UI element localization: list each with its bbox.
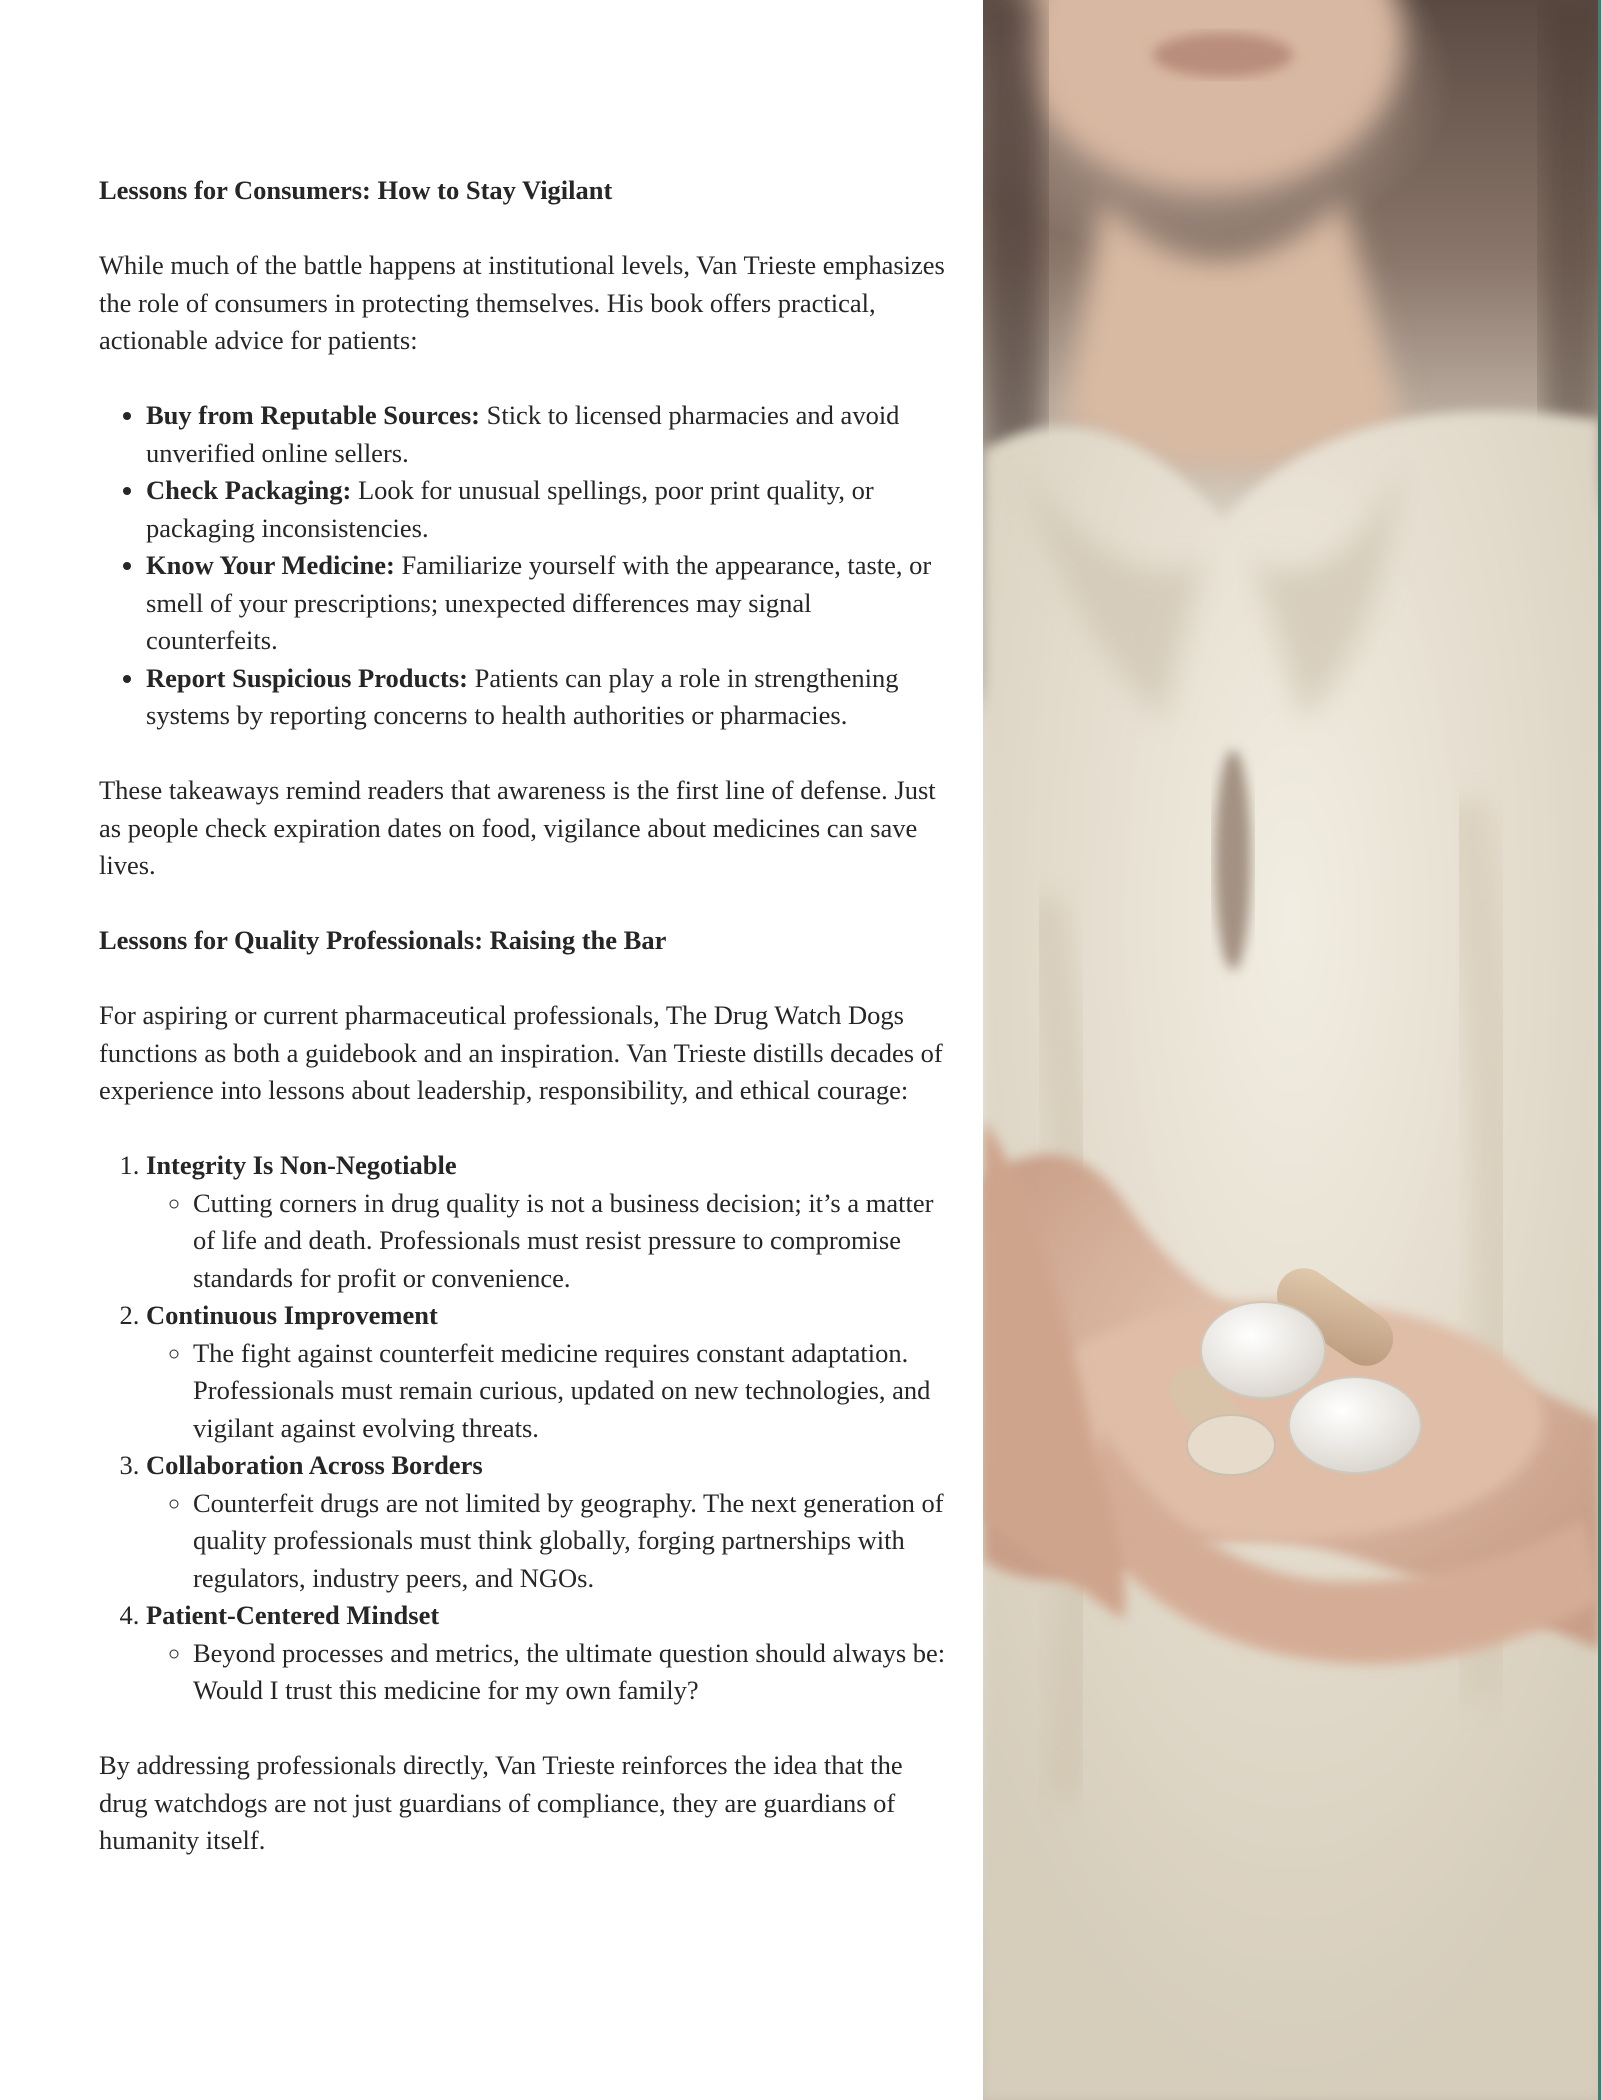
tablet-pill — [1201, 1302, 1325, 1398]
tip-text: Familiarize yourself with the appearance, taste, or smell of your prescriptions; unexpected differences may signal counterfeits. — [146, 550, 932, 655]
tablet-pill — [1187, 1415, 1275, 1475]
list-item — [146, 1597, 949, 1710]
lesson-detail: ◦ The fight against counterfeit medicine requires constant adaptation. Professionals must remain curious, updated on new technologies, and vigilant against evolving threats. — [193, 1335, 949, 1448]
tip-text: Stick to licensed pharmacies and avoid unverified online sellers. — [146, 400, 900, 468]
tip-lead: Know Your Medicine: — [146, 550, 395, 580]
lesson-detail: ◦ Beyond processes and metrics, the ultimate question should always be: Would I trust this medicine for my own family? — [193, 1635, 949, 1710]
chin-shape — [1023, 0, 1403, 190]
lesson-title: Continuous Improvement — [146, 1300, 438, 1330]
article-text-column — [99, 172, 949, 1860]
lesson-detail: ◦ Counterfeit drugs are not limited by geography. The next generation of quality professionals must think globally, forging partnerships with regulators, industry peers, and NGOs. — [193, 1485, 949, 1598]
list-item — [146, 472, 949, 547]
consumers-intro: While much of the battle happens at institutional levels, Van Trieste emphasizes the role of consumers in protecting themselves. His book offers practical, actionable advice for patients: — [99, 250, 945, 355]
neck-shape — [1063, 200, 1403, 470]
list-item — [146, 547, 949, 660]
lesson-title: Integrity Is Non-Negotiable — [146, 1150, 457, 1180]
tip-lead: Report Suspicious Products: — [146, 662, 468, 693]
list-item — [146, 1147, 949, 1297]
list-item — [146, 660, 949, 735]
tip-lead: Check Packaging: — [146, 475, 352, 505]
lesson-title: Collaboration Across Borders — [146, 1450, 483, 1480]
lesson-detail: ◦ Cutting corners in drug quality is not a business decision; it’s a matter of life and death. Professionals must resist pressure to compromise standards for profit or convenience. — [193, 1185, 949, 1298]
tip-text: Look for unusual spellings, poor print quality, or packaging inconsistencies. — [146, 475, 874, 543]
list-item — [146, 397, 949, 472]
hand-holding-pills-photo — [983, 0, 1601, 2100]
photo-illustration — [983, 0, 1601, 2100]
professional-lessons-list — [99, 1147, 949, 1710]
lips-shape — [1153, 33, 1293, 77]
keyhole-shape — [1215, 750, 1251, 970]
professionals-intro: For aspiring or current pharmaceutical professionals, The Drug Watch Dogs functions as both a guidebook and an inspiration. Van Trieste distills decades of experience into lessons about leadership, responsibility, and ethical courage: — [99, 1000, 943, 1105]
professionals-closing: By addressing professionals directly, Van Trieste reinforces the idea that the drug watchdogs are not just guardians of compliance, they are guardians of humanity itself. — [99, 1750, 903, 1855]
lesson-title: Patient-Centered Mindset — [146, 1600, 440, 1630]
lesson-detail-list — [146, 1635, 949, 1710]
lesson-detail-list — [146, 1485, 949, 1598]
list-item — [146, 1297, 949, 1447]
tip-text: Patients can play a role in strengthening systems by reporting concerns to health authorities or pharmacies. — [146, 662, 899, 730]
professionals-heading: Lessons for Quality Professionals: Raising the Bar — [99, 925, 667, 955]
consumers-closing: These takeaways remind readers that awareness is the first line of defense. Just as people check expiration dates on food, vigilance about medicines can save lives. — [99, 775, 936, 880]
list-item — [146, 1447, 949, 1597]
consumer-tips-list — [99, 397, 949, 735]
lesson-detail-list — [146, 1185, 949, 1298]
tablet-pill — [1289, 1377, 1421, 1473]
lesson-detail-list — [146, 1335, 949, 1448]
tip-lead: Buy from Reputable Sources: — [146, 400, 480, 430]
consumers-heading: Lessons for Consumers: How to Stay Vigilant — [99, 175, 613, 205]
